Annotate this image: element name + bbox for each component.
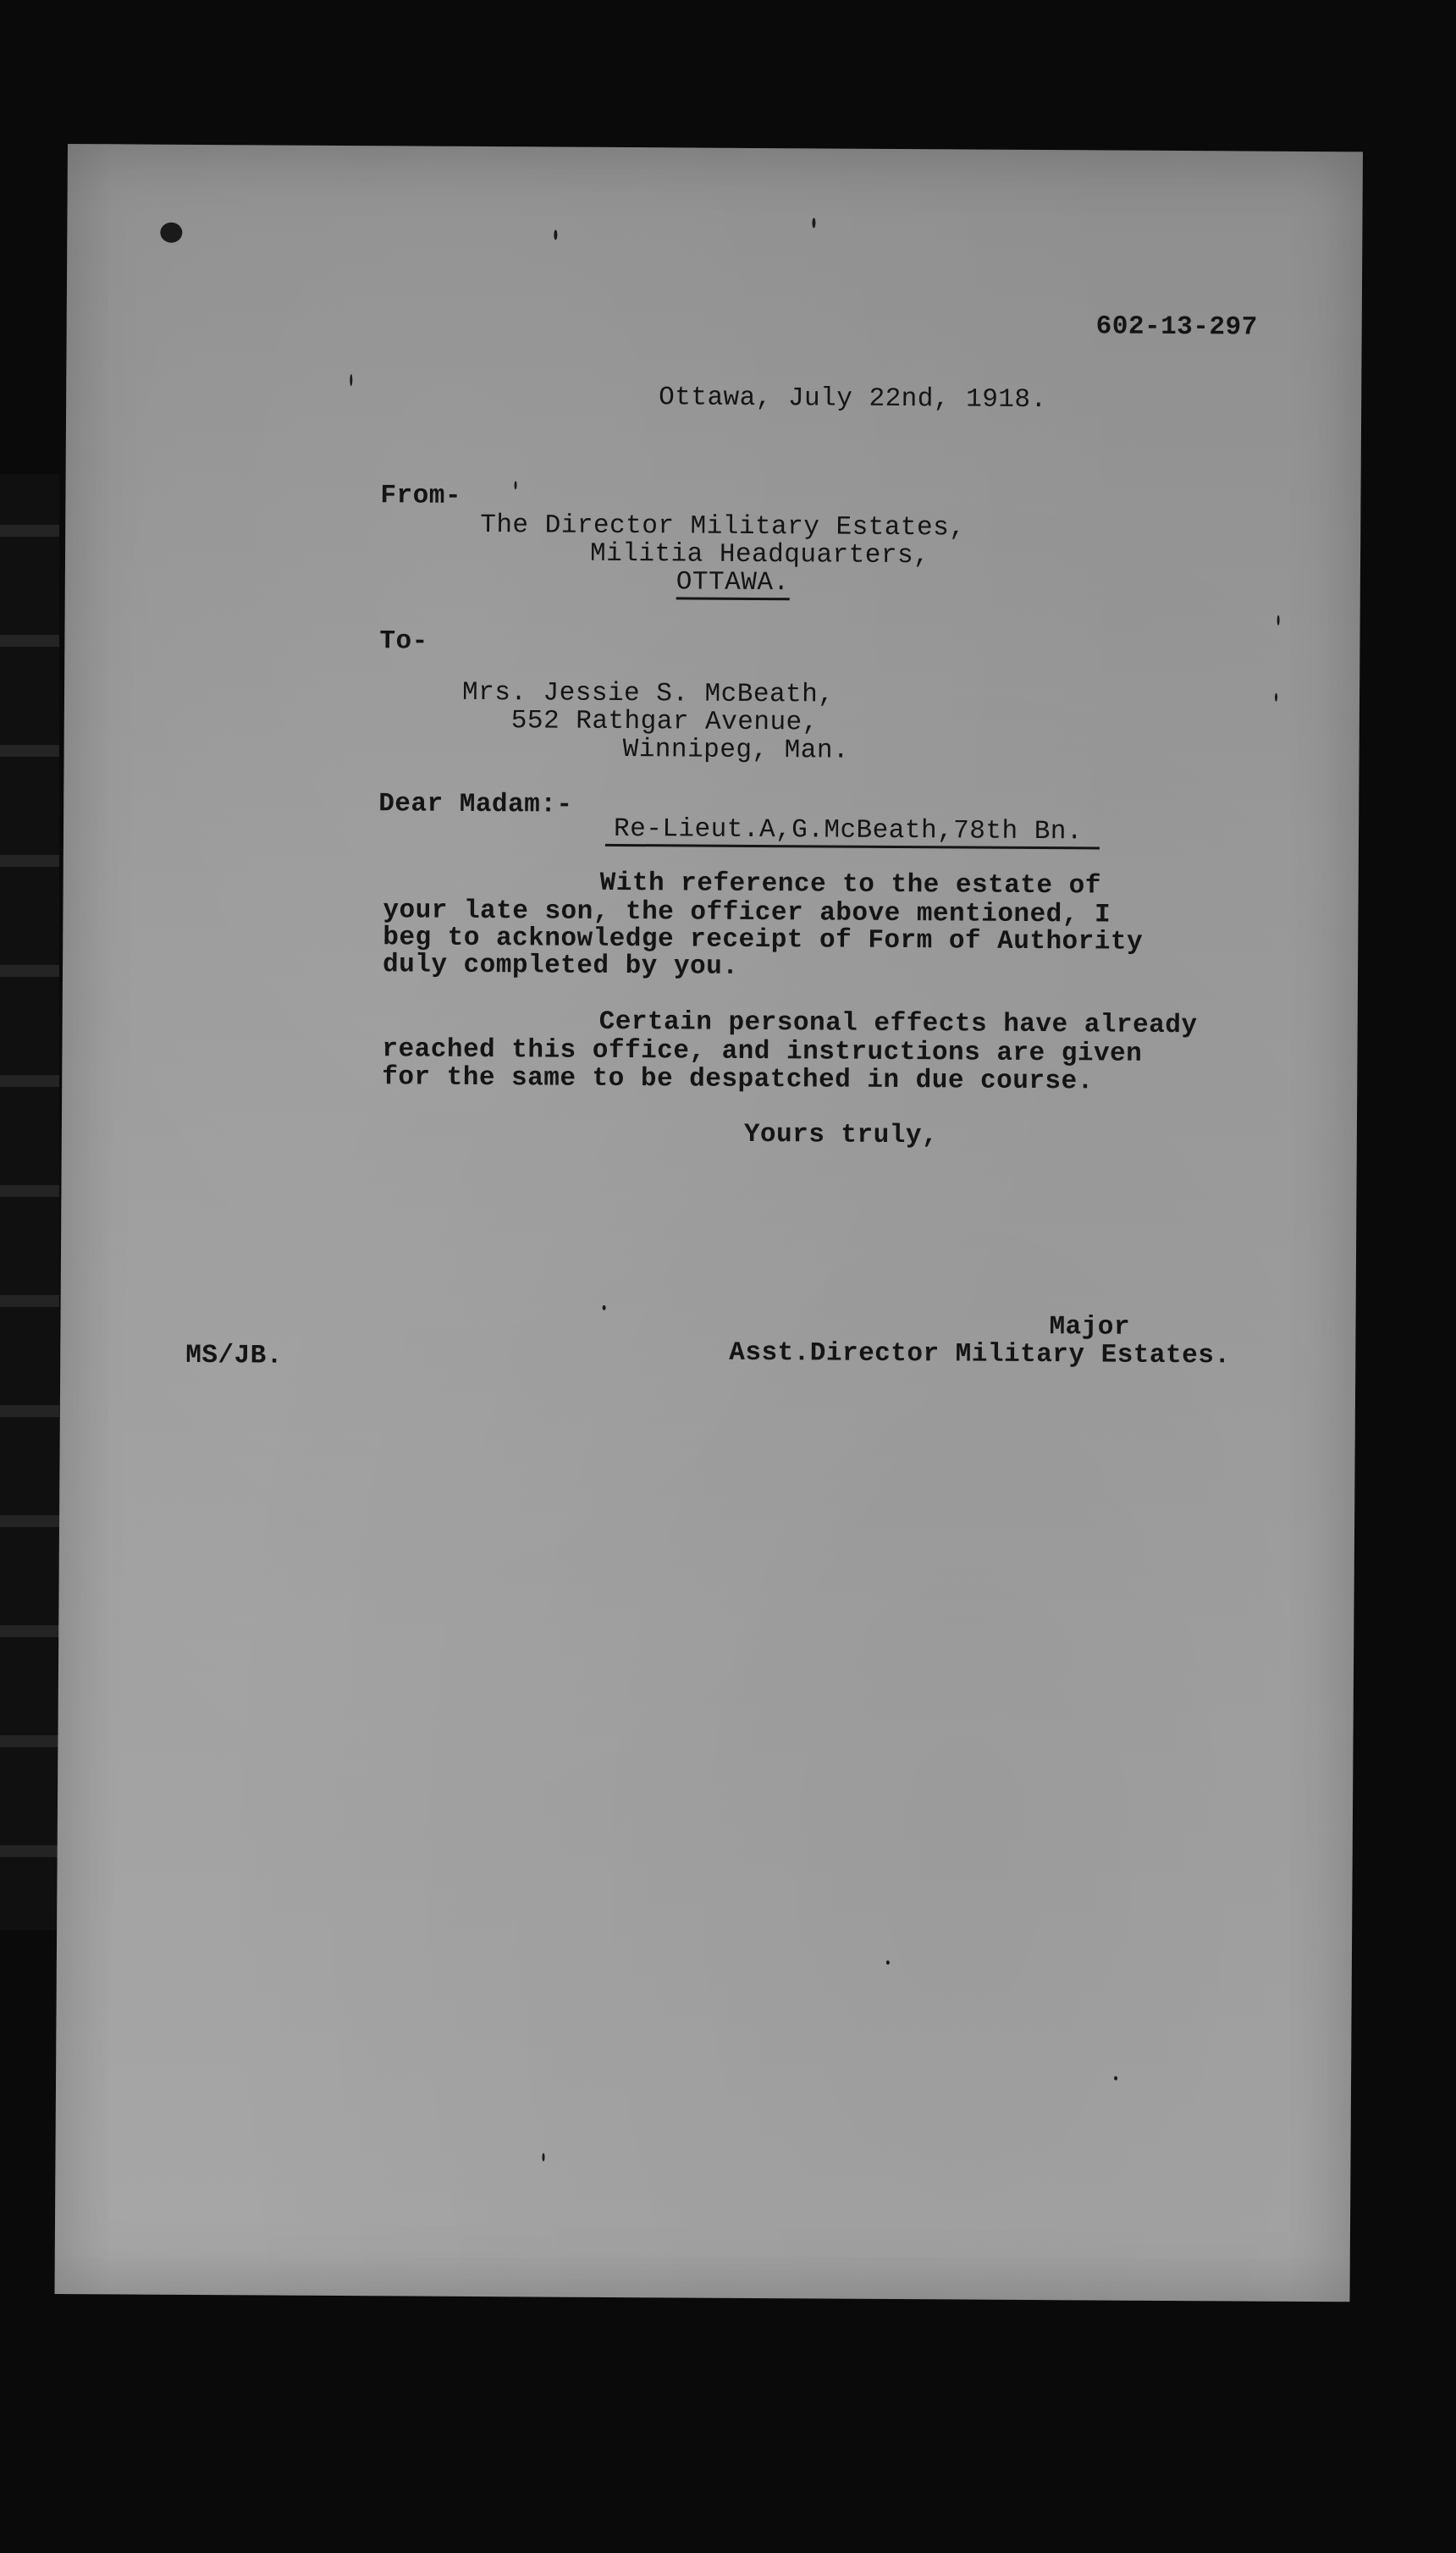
- dateline: Ottawa, July 22nd, 1918.: [659, 383, 1047, 416]
- dust-speck: [1277, 615, 1280, 626]
- to-line-3: Winnipeg, Man.: [622, 735, 850, 766]
- salutation: Dear Madam:-: [378, 789, 573, 820]
- body-p1-line-1: With reference to the estate of: [599, 868, 1101, 902]
- dust-speck: [515, 481, 517, 489]
- signature-rank: Major: [1049, 1312, 1131, 1343]
- dust-speck: [542, 2153, 544, 2161]
- closing: Yours truly,: [743, 1119, 939, 1151]
- from-label: From-: [380, 481, 462, 511]
- reference-initials: MS/JB.: [185, 1340, 283, 1371]
- body-p2-line-3: for the same to be despatched in due course.: [382, 1062, 1094, 1097]
- from-line-1: The Director Military Estates,: [480, 510, 966, 543]
- letter-sheet: [54, 144, 1362, 2302]
- dust-speck: [554, 230, 557, 240]
- body-p2-line-2: reached this office, and instructions are given: [382, 1034, 1143, 1069]
- dust-speck: [603, 1305, 606, 1310]
- dust-speck: [350, 374, 352, 386]
- to-line-2: 552 Rathgar Avenue,: [510, 706, 819, 738]
- body-p1-line-2: your late son, the officer above mentioned, I: [383, 896, 1111, 930]
- from-line-2: Militia Headquarters,: [589, 538, 930, 571]
- to-line-1: Mrs. Jessie S. McBeath,: [461, 677, 835, 710]
- from-line-3: OTTAWA.: [676, 569, 790, 600]
- dust-speck: [1275, 693, 1277, 702]
- film-edge: [0, 474, 59, 1930]
- to-label: To-: [379, 626, 428, 657]
- subject-line: Re-Lieut.A,G.McBeath,78th Bn.: [605, 816, 1100, 850]
- body-p1-line-3: beg to acknowledge receipt of Form of Authority: [383, 923, 1144, 957]
- body-p1-line-4: duly completed by you.: [382, 950, 739, 982]
- file-number: 602-13-297: [1095, 312, 1258, 343]
- body-p2-line-1: Certain personal effects have already: [598, 1006, 1198, 1041]
- dust-speck: [160, 223, 182, 243]
- dust-speck: [1114, 2076, 1117, 2081]
- dust-speck: [886, 1960, 890, 1965]
- dust-speck: [812, 218, 815, 228]
- signature-title: Asst.Director Military Estates.: [729, 1337, 1231, 1371]
